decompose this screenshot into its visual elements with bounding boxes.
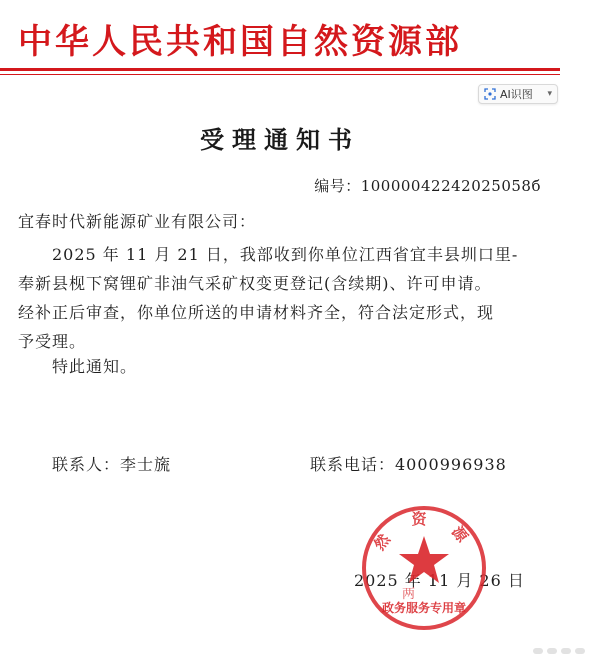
seal-top-text: 然 资 源 xyxy=(370,510,478,554)
scan-icon xyxy=(484,88,496,100)
document-number: 编号：10000042242025058б xyxy=(314,177,541,195)
addressee: 宜春时代新能源矿业有限公司： xyxy=(18,212,257,231)
letterhead-rule-thick xyxy=(0,68,560,71)
bottom-margin xyxy=(0,640,603,663)
body-line: 予受理。 xyxy=(18,332,87,351)
body-line: 2025 年 11 月 21 日，我部收到你单位江西省宜丰县圳口里- xyxy=(52,245,519,264)
body-paragraph xyxy=(18,240,558,356)
contact-person: 联系人：李士旒 xyxy=(52,455,172,474)
seal-star-icon xyxy=(399,536,449,583)
notice-text: 特此通知。 xyxy=(52,357,138,376)
watermark-dots xyxy=(533,644,593,658)
document-title: 受理通知书 xyxy=(200,125,360,154)
chevron-down-icon: ▾ xyxy=(547,89,552,99)
ai-image-recognition-button[interactable] xyxy=(478,84,558,104)
letterhead-title: 中华人民共和国自然资源部 xyxy=(18,22,462,62)
body-line: 经补正后审查，你单位所送的申请材料齐全，符合法定形式，现 xyxy=(18,303,495,322)
letterhead-rule-thin xyxy=(0,74,560,75)
seal-bottom-text: 政务服务专用章 xyxy=(381,601,467,615)
official-seal xyxy=(358,502,490,634)
issue-date: 2025 年 11 月 26 日 xyxy=(354,571,525,590)
seal-middle-text: 两 xyxy=(402,587,416,602)
ai-button-label: AI识图 xyxy=(500,88,533,101)
body-line: 奉新县枧下窝锂矿非油气采矿权变更登记(含续期)、许可申请。 xyxy=(18,274,492,293)
contact-phone: 联系电话：4000996938 xyxy=(310,455,507,474)
